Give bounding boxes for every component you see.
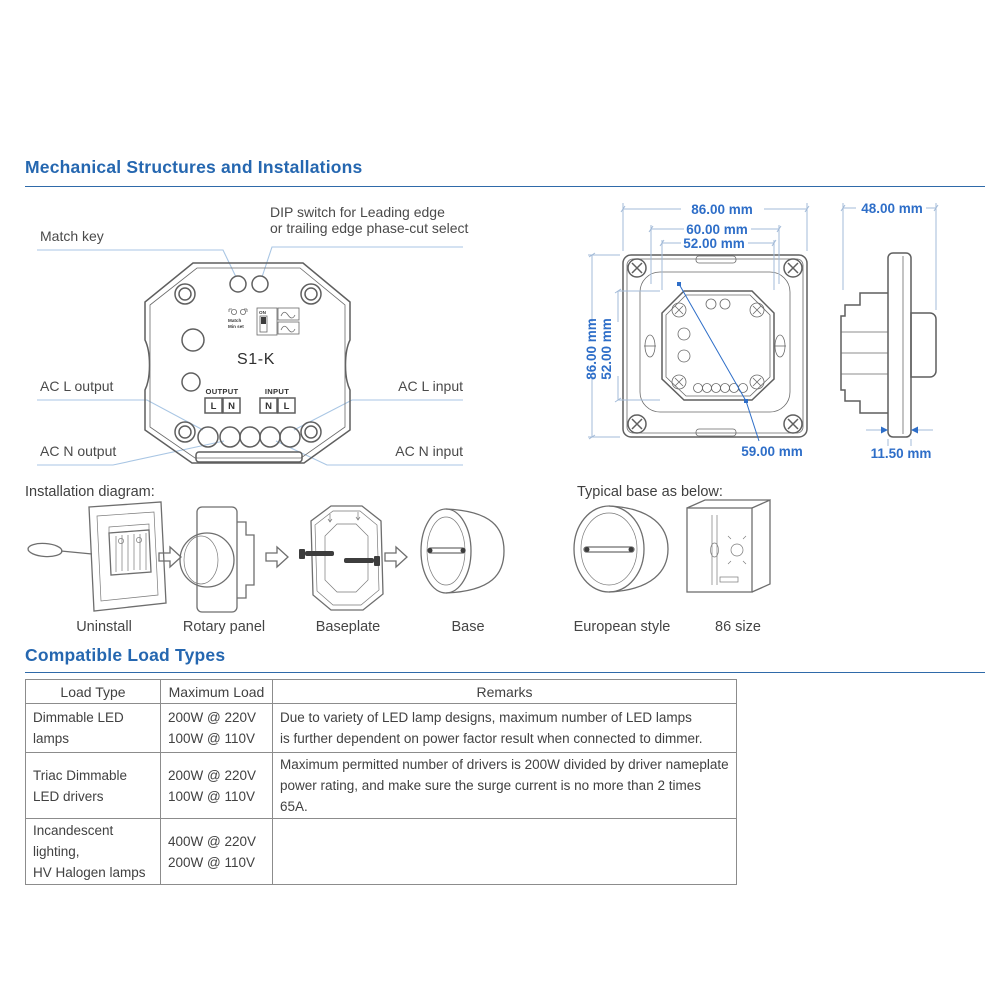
euro-cup-body <box>609 506 668 592</box>
dip-switch-leader-line <box>262 247 463 277</box>
col-header-remarks: Remarks <box>273 680 737 704</box>
match-key-label: Match key <box>40 228 104 244</box>
module-octagon-inner <box>666 295 770 396</box>
section-title-load-types: Compatible Load Types <box>25 645 226 665</box>
base-label-86-size: 86 size <box>715 619 761 635</box>
side-knob <box>911 313 936 377</box>
terminal-screws <box>198 427 300 447</box>
load-type-cell <box>26 704 161 753</box>
device-front-view <box>145 263 350 463</box>
european-style-drawing <box>574 506 668 592</box>
ac-l-output-label: AC L output <box>40 378 114 394</box>
dimension-side-view <box>841 201 938 461</box>
max-load-line2: 100W @ 110V <box>168 731 255 746</box>
output-terminal-n: N <box>228 401 235 412</box>
dim-side-depth: 48.00 mm <box>861 201 923 216</box>
col-header-load-type: Load Type <box>26 680 161 704</box>
remarks-cell <box>273 819 737 885</box>
max-load-cell <box>161 753 273 819</box>
device-callouts <box>37 204 469 465</box>
module-terminal-row <box>694 384 748 393</box>
module-corner-screws <box>672 303 764 389</box>
size-86-drawing <box>687 500 770 592</box>
ac-n-input-label: AC N input <box>395 443 463 459</box>
load-type-line2: LED drivers <box>33 788 104 804</box>
box-front <box>687 508 752 592</box>
max-load-cell <box>161 819 273 885</box>
step-base-drawing <box>421 509 504 593</box>
load-type-text: Dimmable LED lamps <box>33 710 124 746</box>
model-label: S1-K <box>237 351 275 368</box>
connector-block <box>109 530 151 575</box>
max-load-cell <box>161 704 273 753</box>
trailing-edge-waveform-box <box>278 322 299 334</box>
dim-panel-thickness: 11.50 mm <box>870 446 932 461</box>
step-uninstall-drawing <box>28 502 166 611</box>
remarks-cell <box>273 753 737 819</box>
max-load-line2: 100W @ 110V <box>168 788 255 804</box>
module-hole-upper <box>678 328 690 340</box>
remarks-cell <box>273 704 737 753</box>
section-rule-load-types <box>25 672 985 673</box>
section-title-mechanical: Mechanical Structures and Installations <box>25 157 363 177</box>
dip-switch-hole <box>252 276 268 292</box>
step-arrow-2 <box>266 547 288 567</box>
input-terminal-l: L <box>283 401 290 412</box>
rotary-panel-plate <box>197 507 237 612</box>
match-text-line1: Match <box>228 318 242 323</box>
dim-screw-spacing-width: 60.00 mm <box>686 222 748 237</box>
installation-title: Installation diagram: <box>25 484 155 500</box>
ac-l-input-label: AC L input <box>398 378 463 394</box>
step-label-rotary-panel: Rotary panel <box>182 619 266 635</box>
dim-diagonal: 59.00 mm <box>741 444 803 459</box>
device-left-hole-upper <box>182 329 204 351</box>
base-mounting-bar <box>428 548 465 553</box>
dip-switch-label-line2: or trailing edge phase-cut select <box>270 220 469 236</box>
base-cup-body <box>446 509 504 593</box>
step-rotary-panel-drawing <box>180 507 254 612</box>
device-left-hole-lower <box>182 373 200 391</box>
load-type-cell <box>26 819 161 885</box>
terminal-block <box>205 387 295 413</box>
table-row <box>26 704 737 753</box>
step-arrow-1 <box>159 547 181 567</box>
dip-switch-label-line1: DIP switch for Leading edge <box>270 204 445 220</box>
module-top-button-left <box>706 299 716 309</box>
dip-switch-marking <box>257 308 299 335</box>
module-hole-lower <box>678 350 690 362</box>
plate-top-tab <box>696 256 736 263</box>
dim-front-height: 86.00 mm <box>584 318 599 380</box>
load-type-line1: Incandescent lighting, <box>33 823 114 859</box>
max-load-line1: 400W @ 220V <box>168 833 257 849</box>
module-top-button-right <box>720 299 730 309</box>
step-label-uninstall: Uninstall <box>76 619 132 635</box>
leading-edge-waveform-box <box>278 308 299 320</box>
base-label-european-style: European style <box>573 619 671 635</box>
side-plate <box>888 253 911 437</box>
dip-on-label: ON <box>259 310 266 315</box>
thickness-arrow-right <box>911 427 918 434</box>
screwdriver-shaft <box>61 551 92 554</box>
dim-module-width: 52.00 mm <box>683 236 745 251</box>
compatible-load-types-table <box>25 679 737 885</box>
step-label-baseplate: Baseplate <box>315 619 381 635</box>
input-terminal-n: N <box>265 401 272 412</box>
front-view-dimensions <box>584 202 809 439</box>
table-row <box>26 753 737 819</box>
step-arrow-3 <box>385 547 407 567</box>
input-label: INPUT <box>264 387 290 396</box>
rotary-knob <box>180 533 234 587</box>
ac-n-output-label: AC N output <box>40 443 117 459</box>
typical-base-title: Typical base as below: <box>577 484 723 500</box>
rotary-panel-depth <box>237 522 254 598</box>
step-baseplate-drawing <box>299 506 383 610</box>
plate-bottom-tab <box>696 429 736 436</box>
max-load-line1: 200W @ 220V <box>168 767 257 783</box>
mechanical-diagrams <box>0 185 1000 645</box>
thickness-arrow-left <box>881 427 888 434</box>
side-body-ridges <box>841 332 888 374</box>
box-depth <box>687 500 770 592</box>
output-label: OUTPUT <box>205 387 239 396</box>
load-type-line1: Triac Dimmable <box>33 767 128 783</box>
match-key-button <box>230 276 246 292</box>
load-type-line2: HV Halogen lamps <box>33 865 146 880</box>
remarks-line2: power rating, and make sure the surge current is no more than 2 times 65A. <box>280 778 701 814</box>
col-header-maximum-load: Maximum Load <box>161 680 273 704</box>
output-terminal-l: L <box>210 401 217 412</box>
table-header-row <box>26 680 737 704</box>
screwdriver-handle <box>28 542 63 557</box>
load-type-cell <box>26 753 161 819</box>
step-label-base: Base <box>451 619 485 635</box>
remarks-line1: Due to variety of LED lamp designs, maximum number of LED lamps <box>280 710 692 725</box>
dim-module-height: 52.00 mm <box>599 318 614 380</box>
table-row <box>26 819 737 885</box>
device-bottom-bar <box>196 452 302 462</box>
remarks-line2: is further dependent on power factor result when connected to dimmer. <box>280 731 703 746</box>
max-load-line2: 200W @ 110V <box>168 854 255 870</box>
dimension-front-view <box>623 255 807 459</box>
max-load-line1: 200W @ 220V <box>168 710 257 725</box>
remarks-line1: Maximum permitted number of drivers is 200W divided by driver nameplate <box>280 757 729 772</box>
match-min-set-marking <box>228 309 247 329</box>
euro-mounting-bar <box>584 547 634 552</box>
dim-front-width: 86.00 mm <box>691 202 753 217</box>
match-text-line2: Min set <box>228 324 244 329</box>
